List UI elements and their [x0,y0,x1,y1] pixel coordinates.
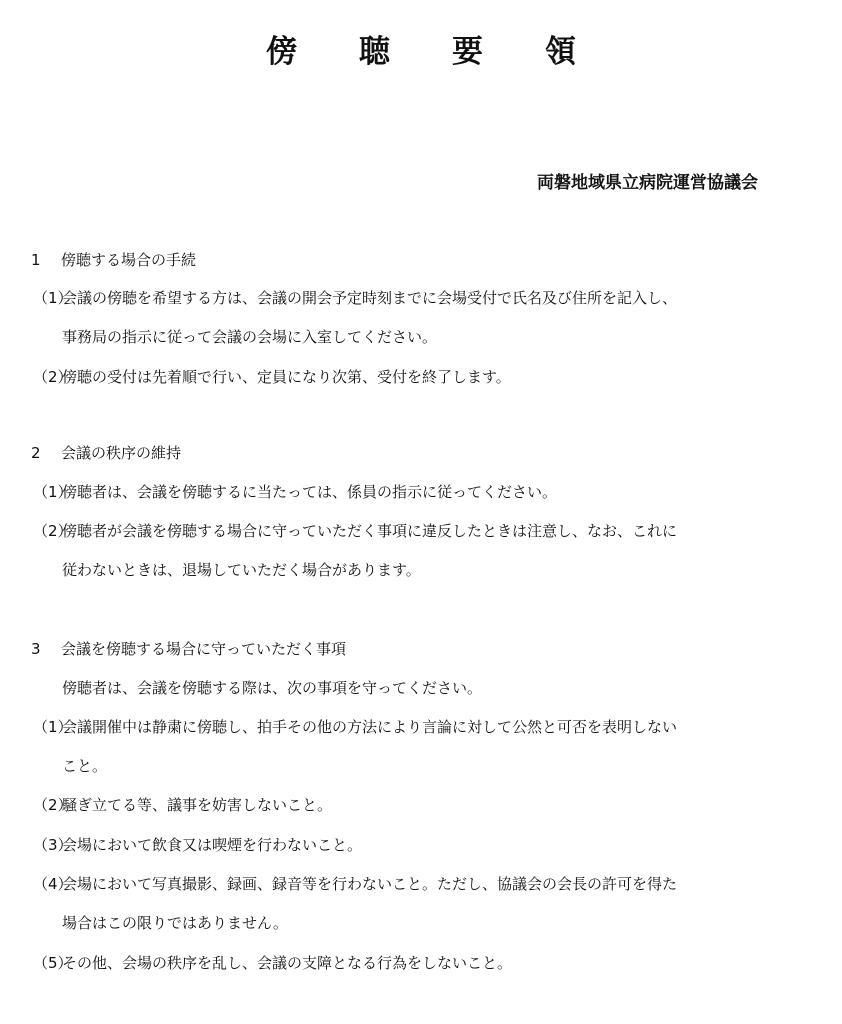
section-2-item-1 [33,480,557,504]
item-number: （2） [33,368,73,386]
section-1-item-1-continuation: 事務局の指示に従って会議の会場に入室してください。 [62,328,438,346]
section-3-item-5 [33,951,512,975]
section-number: 3 [31,640,41,658]
section-number: 2 [31,444,41,462]
section-3-item-1 [33,715,677,739]
section-3-item-1-continuation: こと。 [62,757,108,775]
organization-name: 両磐地域県立病院運営協議会 [537,173,758,193]
section-1-heading [31,248,196,272]
section-2-heading [31,441,181,465]
section-3-item-4-continuation: 場合はこの限りではありません。 [62,914,288,932]
section-3-item-4 [33,872,677,896]
item-number: （1） [33,289,73,307]
item-number: （2） [33,522,73,540]
section-heading-text: 傍聴する場合の手続 [61,251,197,269]
section-3-heading [31,637,346,661]
item-text: 会議開催中は静粛に傍聴し、拍手その他の方法により言論に対して公然と可否を表明しない [62,718,678,736]
item-number: （2） [33,796,73,814]
section-2-item-2 [33,519,677,543]
item-number: （5） [33,954,73,972]
section-1-item-1 [33,286,677,310]
item-text: 傍聴の受付は先着順で行い、定員になり次第、受付を終了します。 [62,368,511,386]
item-text: 会場において飲食又は喫煙を行わないこと。 [62,836,363,854]
section-heading-text: 会議の秩序の維持 [61,444,182,462]
item-number: （1） [33,718,73,736]
item-text: 会議の傍聴を希望する方は、会議の開会予定時刻までに会場受付で氏名及び住所を記入し、 [62,289,678,307]
item-number: （3） [33,836,73,854]
item-text: 騒ぎ立てる等、議事を妨害しないこと。 [62,796,333,814]
item-number: （4） [33,875,73,893]
section-1-item-2 [33,365,511,389]
section-3-item-2 [33,793,332,817]
document-title: 傍 聴 要 領 [266,34,592,70]
item-text: 傍聴者は、会議を傍聴するに当たっては、係員の指示に従ってください。 [62,483,558,501]
section-3-intro: 傍聴者は、会議を傍聴する際は、次の事項を守ってください。 [62,679,483,697]
section-3-item-3 [33,833,362,857]
item-text: 傍聴者が会議を傍聴する場合に守っていただく事項に違反したときは注意し、なお、これに [62,522,678,540]
section-2-item-2-continuation: 従わないときは、退場していただく場合があります。 [62,561,421,579]
section-number: 1 [31,251,41,269]
item-text: その他、会場の秩序を乱し、会議の支障となる行為をしないこと。 [62,954,513,972]
item-text: 会場において写真撮影、録画、録音等を行わないこと。ただし、協議会の会長の許可を得た [62,875,678,893]
item-number: （1） [33,483,73,501]
section-heading-text: 会議を傍聴する場合に守っていただく事項 [61,640,347,658]
